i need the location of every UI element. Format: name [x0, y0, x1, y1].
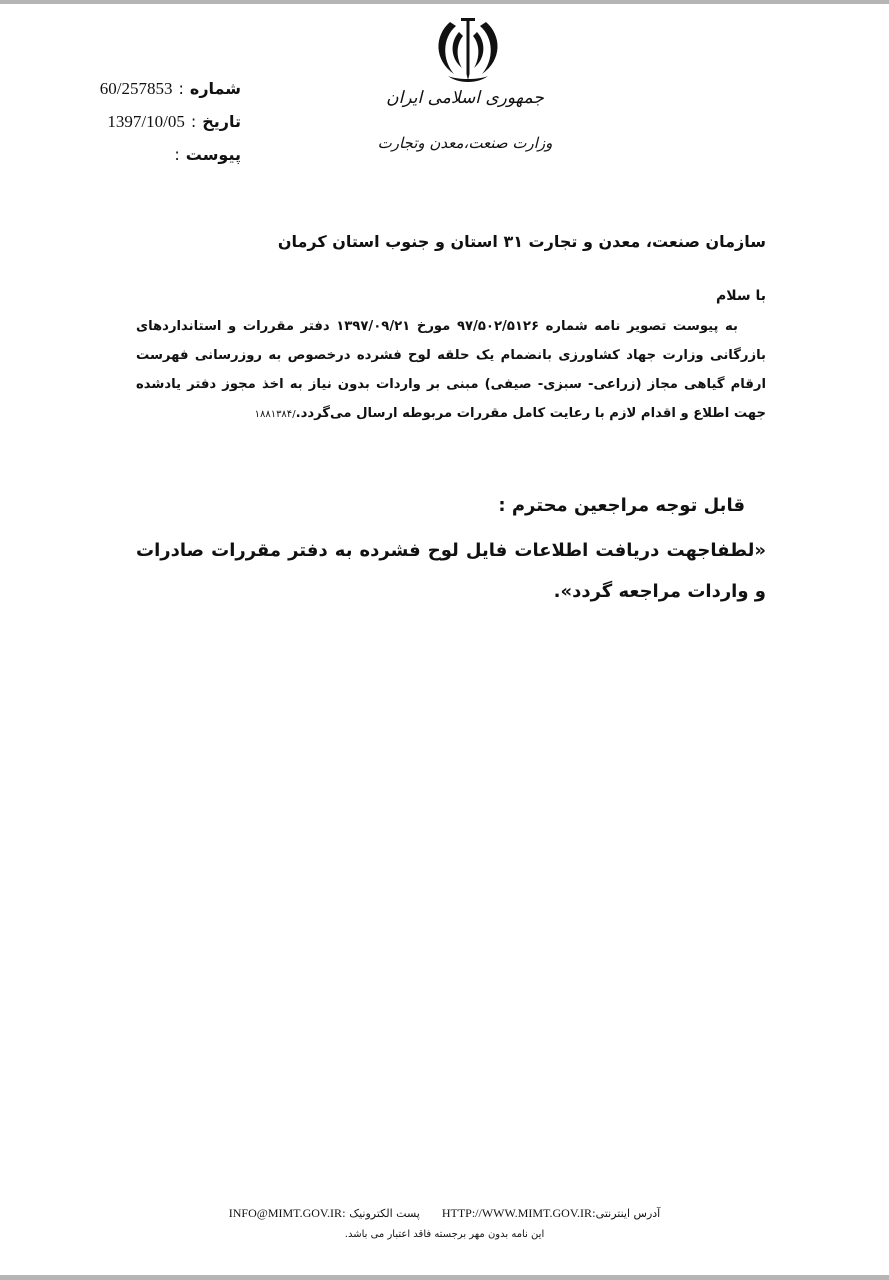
letter-date-label: تاریخ	[202, 112, 241, 131]
footer-website-label: آدرس اینترنتی:	[591, 1207, 661, 1220]
letter-body	[136, 312, 766, 429]
footer-email: INFO@MIMT.GOV.IR	[228, 1206, 343, 1220]
letter-date-row	[96, 105, 241, 138]
letter-date-colon: :	[190, 112, 197, 131]
footer-disclaimer: این نامه بدون مهر برجسته فاقد اعتبار می باشد.	[344, 1229, 545, 1240]
footer-contact	[200, 1206, 689, 1221]
letter-number-label: شماره	[189, 79, 241, 98]
notice-title: قابل توجه مراجعین محترم :	[498, 495, 745, 516]
letter-number-value: 60/257853	[99, 78, 173, 98]
letterhead-country: جمهوری اسلامی ایران	[386, 88, 544, 108]
letter-number-row	[96, 72, 241, 105]
national-emblem-icon	[428, 14, 508, 86]
letter-attachment-row	[96, 138, 241, 171]
footer-email-label: پست الکترونیک :	[342, 1207, 420, 1220]
letter-attachment-colon: :	[174, 145, 180, 164]
letter-recipient: سازمان صنعت، معدن و تجارت ۳۱ استان و جنوب استان کرمان	[277, 232, 766, 251]
footer-website: HTTP://WWW.MIMT.GOV.IR	[441, 1206, 592, 1220]
page-bottom-border	[0, 1275, 889, 1280]
notice-body: «لطفاجهت دریافت اطلاعات فایل لوح فشرده به دفتر مقررات صادرات و واردات مراجعه گردد».	[136, 540, 766, 602]
letter-date-value: 1397/10/05	[107, 111, 185, 131]
letter-number-colon: :	[178, 79, 184, 98]
letterhead-ministry: وزارت صنعت،معدن وتجارت	[377, 134, 553, 152]
letter-body-text: به پیوست تصویر نامه شماره ۹۷/۵۰۲/۵۱۲۶ مورخ ۱۳۹۷/۰۹/۲۱ دفتر مقررات و استانداردهای بازرگانی وزارت جهاد کشاورزی بانضمام یک حلقه لوح فشرده درخصوص به روزرسانی فهرست ارقام گیاهی مجاز (زراعی- سبزی- صیفی) مبنی بر واردات بدون نیاز به اخذ مجوز دفتر یادشده جهت اطلاع و اقدام لازم با رعایت کامل مقررات مربوطه ارسال می‌گردد.	[136, 319, 766, 421]
letter-reference-number: /۱۸۸۱۳۸۴	[254, 409, 296, 420]
page-top-border	[0, 0, 889, 4]
letter-meta	[96, 72, 241, 171]
letter-greeting: با سلام	[715, 288, 766, 304]
letter-attachment-label: پیوست	[185, 145, 241, 164]
